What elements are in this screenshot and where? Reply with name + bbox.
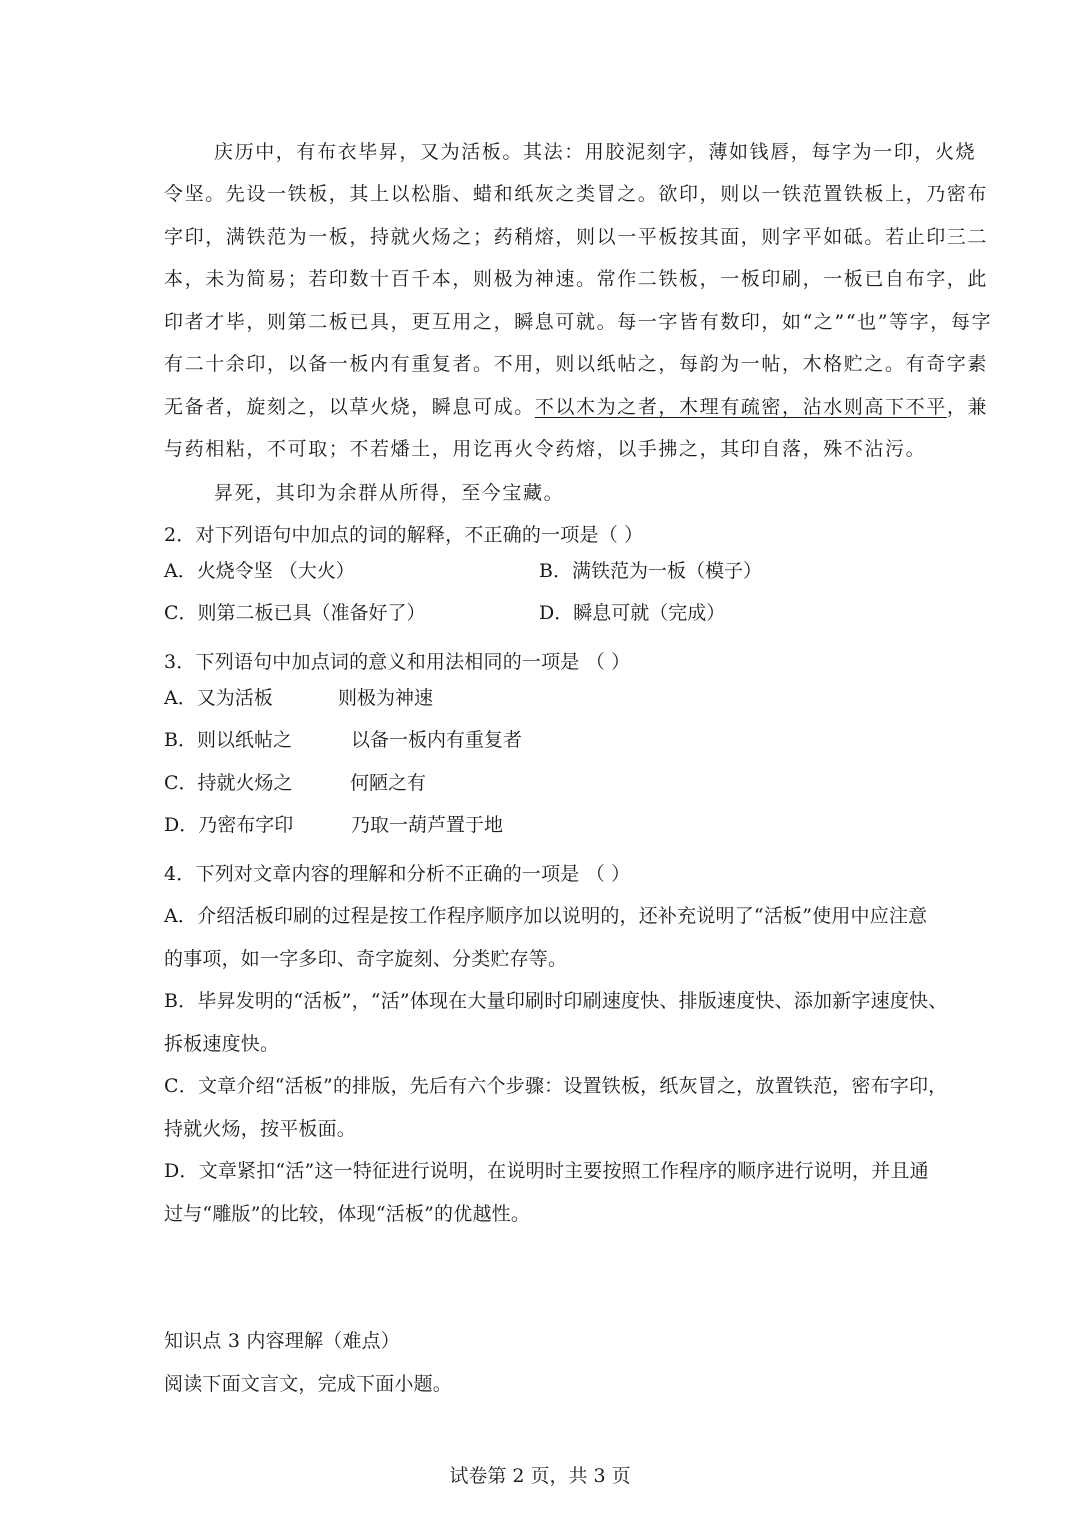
passage-line: 与药相粘，不可取；不若燔土，用讫再火令药熔，以手拂之，其印自落，殊不沾污。 <box>164 438 927 460</box>
passage-line: 印者才毕，则第二板已具，更互用之，瞬息可就。每一字皆有数印，如“之”“也”等字，每字 <box>164 311 993 333</box>
option-c: C．持就火炀之 <box>164 772 293 794</box>
underlined-sentence: 不以木为之者，木理有疏密，沾水则高下不平 <box>534 396 947 418</box>
option-line: 拆板速度快。 <box>164 1033 280 1055</box>
question-stem: 2．对下列语句中加点的词的解释，不正确的一项是（ ） <box>164 524 644 546</box>
option-c: C．则第二板已具（准备好了） <box>164 602 426 624</box>
section-instruction: 阅读下面文言文，完成下面小题。 <box>164 1373 453 1395</box>
passage-line: 令坚。先设一铁板，其上以松脂、蜡和纸灰之类冒之。欲印，则以一铁范置铁板上，乃密布 <box>164 183 989 205</box>
page-footer: 试卷第 2 页，共 3 页 <box>449 1465 631 1487</box>
option-line: 持就火炀，按平板面。 <box>164 1118 357 1140</box>
passage-line: 庆历中，有布衣毕昇，又为活板。其法：用胶泥刻字，薄如钱唇，每字为一印，火烧 <box>214 141 977 163</box>
option-d: D．瞬息可就（完成） <box>539 602 726 624</box>
option-line: 的事项，如一字多印、奇字旋刻、分类贮存等。 <box>164 948 568 970</box>
passage-line: 本，未为简易；若印数十百千本，则极为神速。常作二铁板，一板印刷，一板已自布字，此 <box>164 268 989 290</box>
option-c-compare: 何陋之有 <box>350 772 427 794</box>
option-a-compare: 则极为神速 <box>338 687 434 709</box>
question-stem: 3．下列语句中加点词的意义和用法相同的一项是 （ ） <box>164 651 631 673</box>
option-line: C．文章介绍“活板”的排版，先后有六个步骤：设置铁板，纸灰冒之，放置铁范，密布字印， <box>164 1075 948 1097</box>
option-b-compare: 以备一板内有重复者 <box>351 729 523 751</box>
question-stem: 4．下列对文章内容的理解和分析不正确的一项是 （ ） <box>164 863 631 885</box>
option-line: B．毕昇发明的“活板”，“活”体现在大量印刷时印刷速度快、排版速度快、添加新字速度快、 <box>164 990 948 1012</box>
passage-line: 字印，满铁范为一板，持就火炀之；药稍熔，则以一平板按其面，则字平如砥。若止印三二 <box>164 226 989 248</box>
option-line: 过与“雕版”的比较，体现“活板”的优越性。 <box>164 1203 531 1225</box>
option-d-compare: 乃取一葫芦置于地 <box>351 814 504 836</box>
passage-text: 无备者，旋刻之，以草火烧，瞬息可成。 <box>164 396 535 418</box>
option-d: D．乃密布字印 <box>164 814 294 836</box>
passage-paragraph: 昇死，其印为余群从所得，至今宝藏。 <box>214 482 565 504</box>
passage-line <box>164 394 988 420</box>
section-heading: 知识点 3 内容理解（难点） <box>164 1330 400 1352</box>
option-line: A．介绍活板印刷的过程是按工作程序顺序加以说明的，还补充说明了“活板”使用中应注意 <box>164 905 928 927</box>
option-b: B．则以纸帖之 <box>164 729 292 751</box>
option-a: A．火烧令坚 （大火） <box>164 560 355 582</box>
option-b: B．满铁范为一板（模子） <box>539 560 762 582</box>
passage-line: 有二十余印，以备一板内有重复者。不用，则以纸帖之，每韵为一帖，木格贮之。有奇字素 <box>164 353 989 375</box>
option-a: A．又为活板 <box>164 687 273 709</box>
passage-text: ，兼 <box>946 396 989 418</box>
option-line: D．文章紧扣“活”这一特征进行说明，在说明时主要按照工作程序的顺序进行说明，并且通 <box>164 1160 929 1182</box>
